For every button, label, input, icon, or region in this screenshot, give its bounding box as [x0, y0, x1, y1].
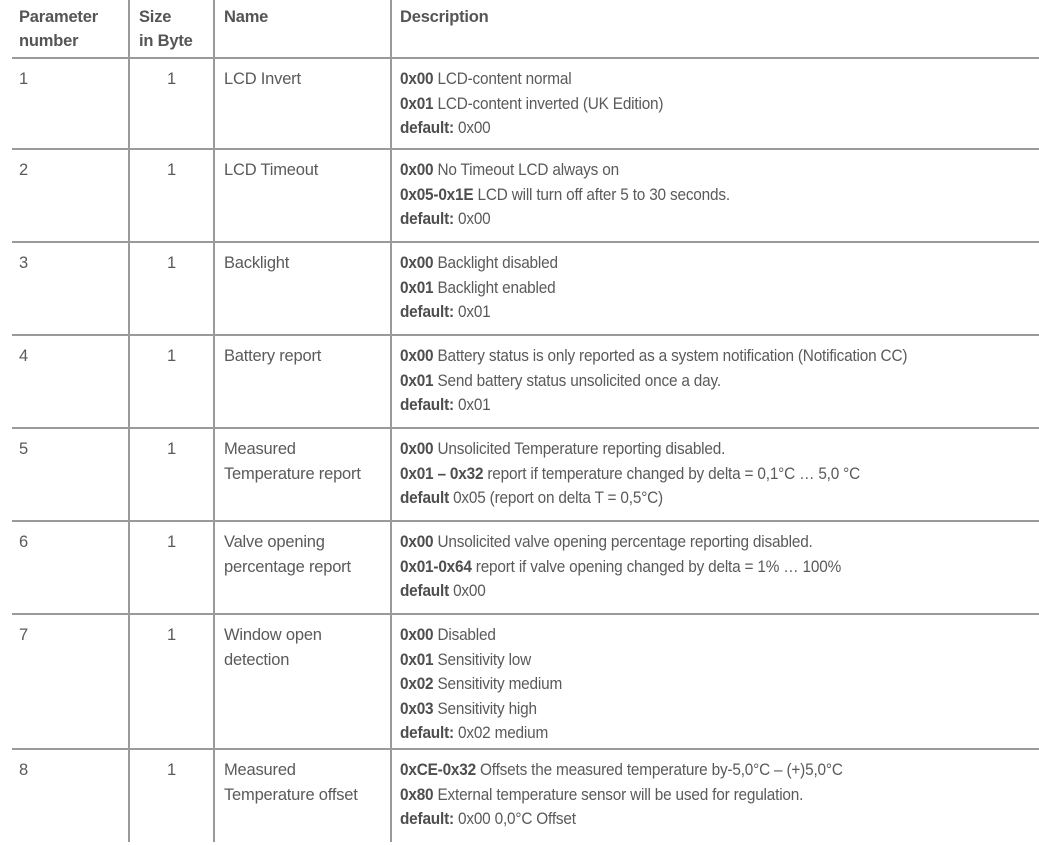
param-name [213, 150, 390, 243]
value-code: 0x80 [400, 785, 434, 804]
value-code: 0xCE-0x32 [400, 761, 476, 779]
param-size [128, 243, 213, 336]
value-code: 0x05-0x1E [400, 185, 474, 204]
default-label: default: [400, 303, 454, 321]
description-line [400, 530, 1030, 555]
param-description [390, 59, 1039, 150]
name-line: Temperature offset [224, 785, 358, 804]
default-label: default [400, 489, 449, 507]
param-number: 7 [19, 626, 28, 644]
value-code: 0x00 [400, 440, 434, 458]
param-number: 3 [19, 254, 28, 272]
param-description [390, 429, 1039, 522]
header-line: Name [224, 8, 269, 26]
table-row [0, 615, 1039, 750]
value-code: 0x01 [400, 650, 434, 669]
value-code: 0x01 – 0x32 [400, 464, 484, 483]
value-text: LCD-content normal [433, 70, 572, 88]
default-value: 0x00 0,0°C Offset [453, 810, 576, 828]
description-line [400, 92, 1030, 117]
value-text: Backlight enabled [433, 278, 556, 297]
value-code: 0x01-0x64 [400, 557, 472, 576]
description-line [400, 783, 1030, 808]
default-value: 0x00 [453, 119, 491, 137]
description-line [400, 67, 1030, 92]
value-code: 0x00 [400, 347, 434, 365]
description-line [400, 437, 1030, 462]
table-row [0, 150, 1039, 243]
value-text: Unsolicited valve opening percentage reporting disabled. [433, 533, 813, 551]
value-code: 0x01 [400, 371, 434, 390]
param-size [128, 59, 213, 150]
name-line: Battery report [224, 347, 322, 365]
header-line: number [19, 32, 79, 50]
param-name [213, 429, 390, 522]
size-value: 1 [167, 761, 176, 779]
size-value: 1 [167, 626, 176, 644]
default-label: default: [400, 810, 454, 828]
value-code: 0x00 [400, 254, 434, 272]
param-number: 1 [19, 70, 28, 88]
name-line: Temperature report [224, 464, 361, 483]
default-label: default: [400, 396, 454, 414]
param-description [390, 150, 1039, 243]
description-line [400, 807, 1030, 832]
value-text: LCD-content inverted (UK Edition) [433, 94, 664, 113]
header-line: Size [139, 8, 172, 26]
description-line [400, 276, 1030, 301]
description-line [400, 462, 1030, 487]
table-row [0, 522, 1039, 615]
param-size [128, 615, 213, 750]
table-header-row [0, 0, 1039, 59]
header-line: Description [400, 8, 489, 26]
param-number: 2 [19, 161, 28, 179]
description-line [400, 672, 1030, 697]
param-name [213, 615, 390, 750]
description-line [400, 486, 1030, 511]
value-text: Sensitivity medium [433, 675, 563, 693]
value-text: report if valve opening changed by delta = 1% … 100% [471, 557, 842, 576]
name-line: Valve opening [224, 533, 325, 551]
value-text: LCD will turn off after 5 to 30 seconds. [473, 185, 730, 204]
name-line: LCD Invert [224, 70, 301, 88]
param-description [390, 750, 1039, 842]
size-value: 1 [167, 161, 176, 179]
default-label: default [400, 582, 449, 600]
param-number: 4 [19, 347, 28, 365]
size-value: 1 [167, 254, 176, 272]
header-line: Parameter [19, 8, 98, 26]
param-size [128, 522, 213, 615]
value-text: Sensitivity low [433, 650, 532, 669]
value-text: Unsolicited Temperature reporting disabled. [433, 440, 726, 458]
size-value: 1 [167, 440, 176, 458]
param-size [128, 750, 213, 842]
param-size [128, 429, 213, 522]
description-line [400, 369, 1030, 394]
header-name [213, 0, 390, 59]
description-line [400, 207, 1030, 232]
param-number: 8 [19, 761, 28, 779]
description-line [400, 183, 1030, 208]
description-line [400, 623, 1030, 648]
value-text: report if temperature changed by delta = 0,1°C … 5,0 °C [483, 464, 861, 483]
description-line [400, 697, 1030, 722]
default-value: 0x02 medium [453, 724, 549, 742]
param-description [390, 243, 1039, 336]
param-name [213, 750, 390, 842]
value-text: Send battery status unsolicited once a day. [433, 371, 721, 390]
value-code: 0x00 [400, 70, 434, 88]
value-code: 0x01 [400, 278, 434, 297]
header-description [390, 0, 1039, 59]
name-line: Window open [224, 626, 322, 644]
param-number: 6 [19, 533, 28, 551]
param-description [390, 522, 1039, 615]
description-line [400, 158, 1030, 183]
value-text: Disabled [433, 626, 496, 644]
description-line [400, 251, 1030, 276]
default-label: default: [400, 210, 454, 228]
param-size [128, 150, 213, 243]
value-code: 0x01 [400, 94, 434, 113]
default-value: 0x00 [453, 210, 491, 228]
header-size [128, 0, 213, 59]
param-description [390, 336, 1039, 429]
name-line: detection [224, 650, 290, 669]
name-line: Backlight [224, 254, 290, 272]
table-row [0, 429, 1039, 522]
value-code: 0x00 [400, 626, 434, 644]
param-name [213, 243, 390, 336]
value-code: 0x03 [400, 699, 434, 718]
description-line [400, 116, 1030, 141]
description-line [400, 300, 1030, 325]
description-line [400, 344, 1030, 369]
param-name [213, 336, 390, 429]
description-line [400, 555, 1030, 580]
value-text: External temperature sensor will be used for regulation. [433, 785, 804, 804]
value-code: 0x00 [400, 533, 434, 551]
header-parameter-number [0, 0, 128, 59]
size-value: 1 [167, 347, 176, 365]
table-row [0, 59, 1039, 150]
value-text: No Timeout LCD always on [433, 161, 619, 179]
description-line [400, 758, 1030, 783]
description-line [400, 721, 1030, 746]
param-size [128, 336, 213, 429]
param-number: 5 [19, 440, 28, 458]
size-value: 1 [167, 70, 176, 88]
name-line: LCD Timeout [224, 161, 319, 179]
header-line: in Byte [139, 32, 193, 50]
value-text: Sensitivity high [433, 699, 537, 718]
name-line: Measured [224, 440, 296, 458]
table-row [0, 336, 1039, 429]
name-line: Measured [224, 761, 296, 779]
value-text: Offsets the measured temperature by-5,0°C – (+)5,0°C [475, 761, 843, 779]
value-code: 0x00 [400, 161, 434, 179]
default-value: 0x01 [453, 303, 491, 321]
size-value: 1 [167, 533, 176, 551]
default-value: 0x01 [453, 396, 491, 414]
default-label: default: [400, 724, 454, 742]
description-line [400, 648, 1030, 673]
description-line [400, 579, 1030, 604]
name-line: percentage report [224, 557, 351, 576]
param-name [213, 522, 390, 615]
description-line [400, 393, 1030, 418]
default-label: default: [400, 119, 454, 137]
default-value: 0x05 (report on delta T = 0,5°C) [448, 489, 663, 507]
value-text: Battery status is only reported as a system notification (Notification CC) [433, 347, 908, 365]
param-description [390, 615, 1039, 750]
table-row [0, 750, 1039, 842]
table-row [0, 243, 1039, 336]
default-value: 0x00 [448, 582, 486, 600]
value-code: 0x02 [400, 675, 434, 693]
value-text: Backlight disabled [433, 254, 558, 272]
param-name [213, 59, 390, 150]
